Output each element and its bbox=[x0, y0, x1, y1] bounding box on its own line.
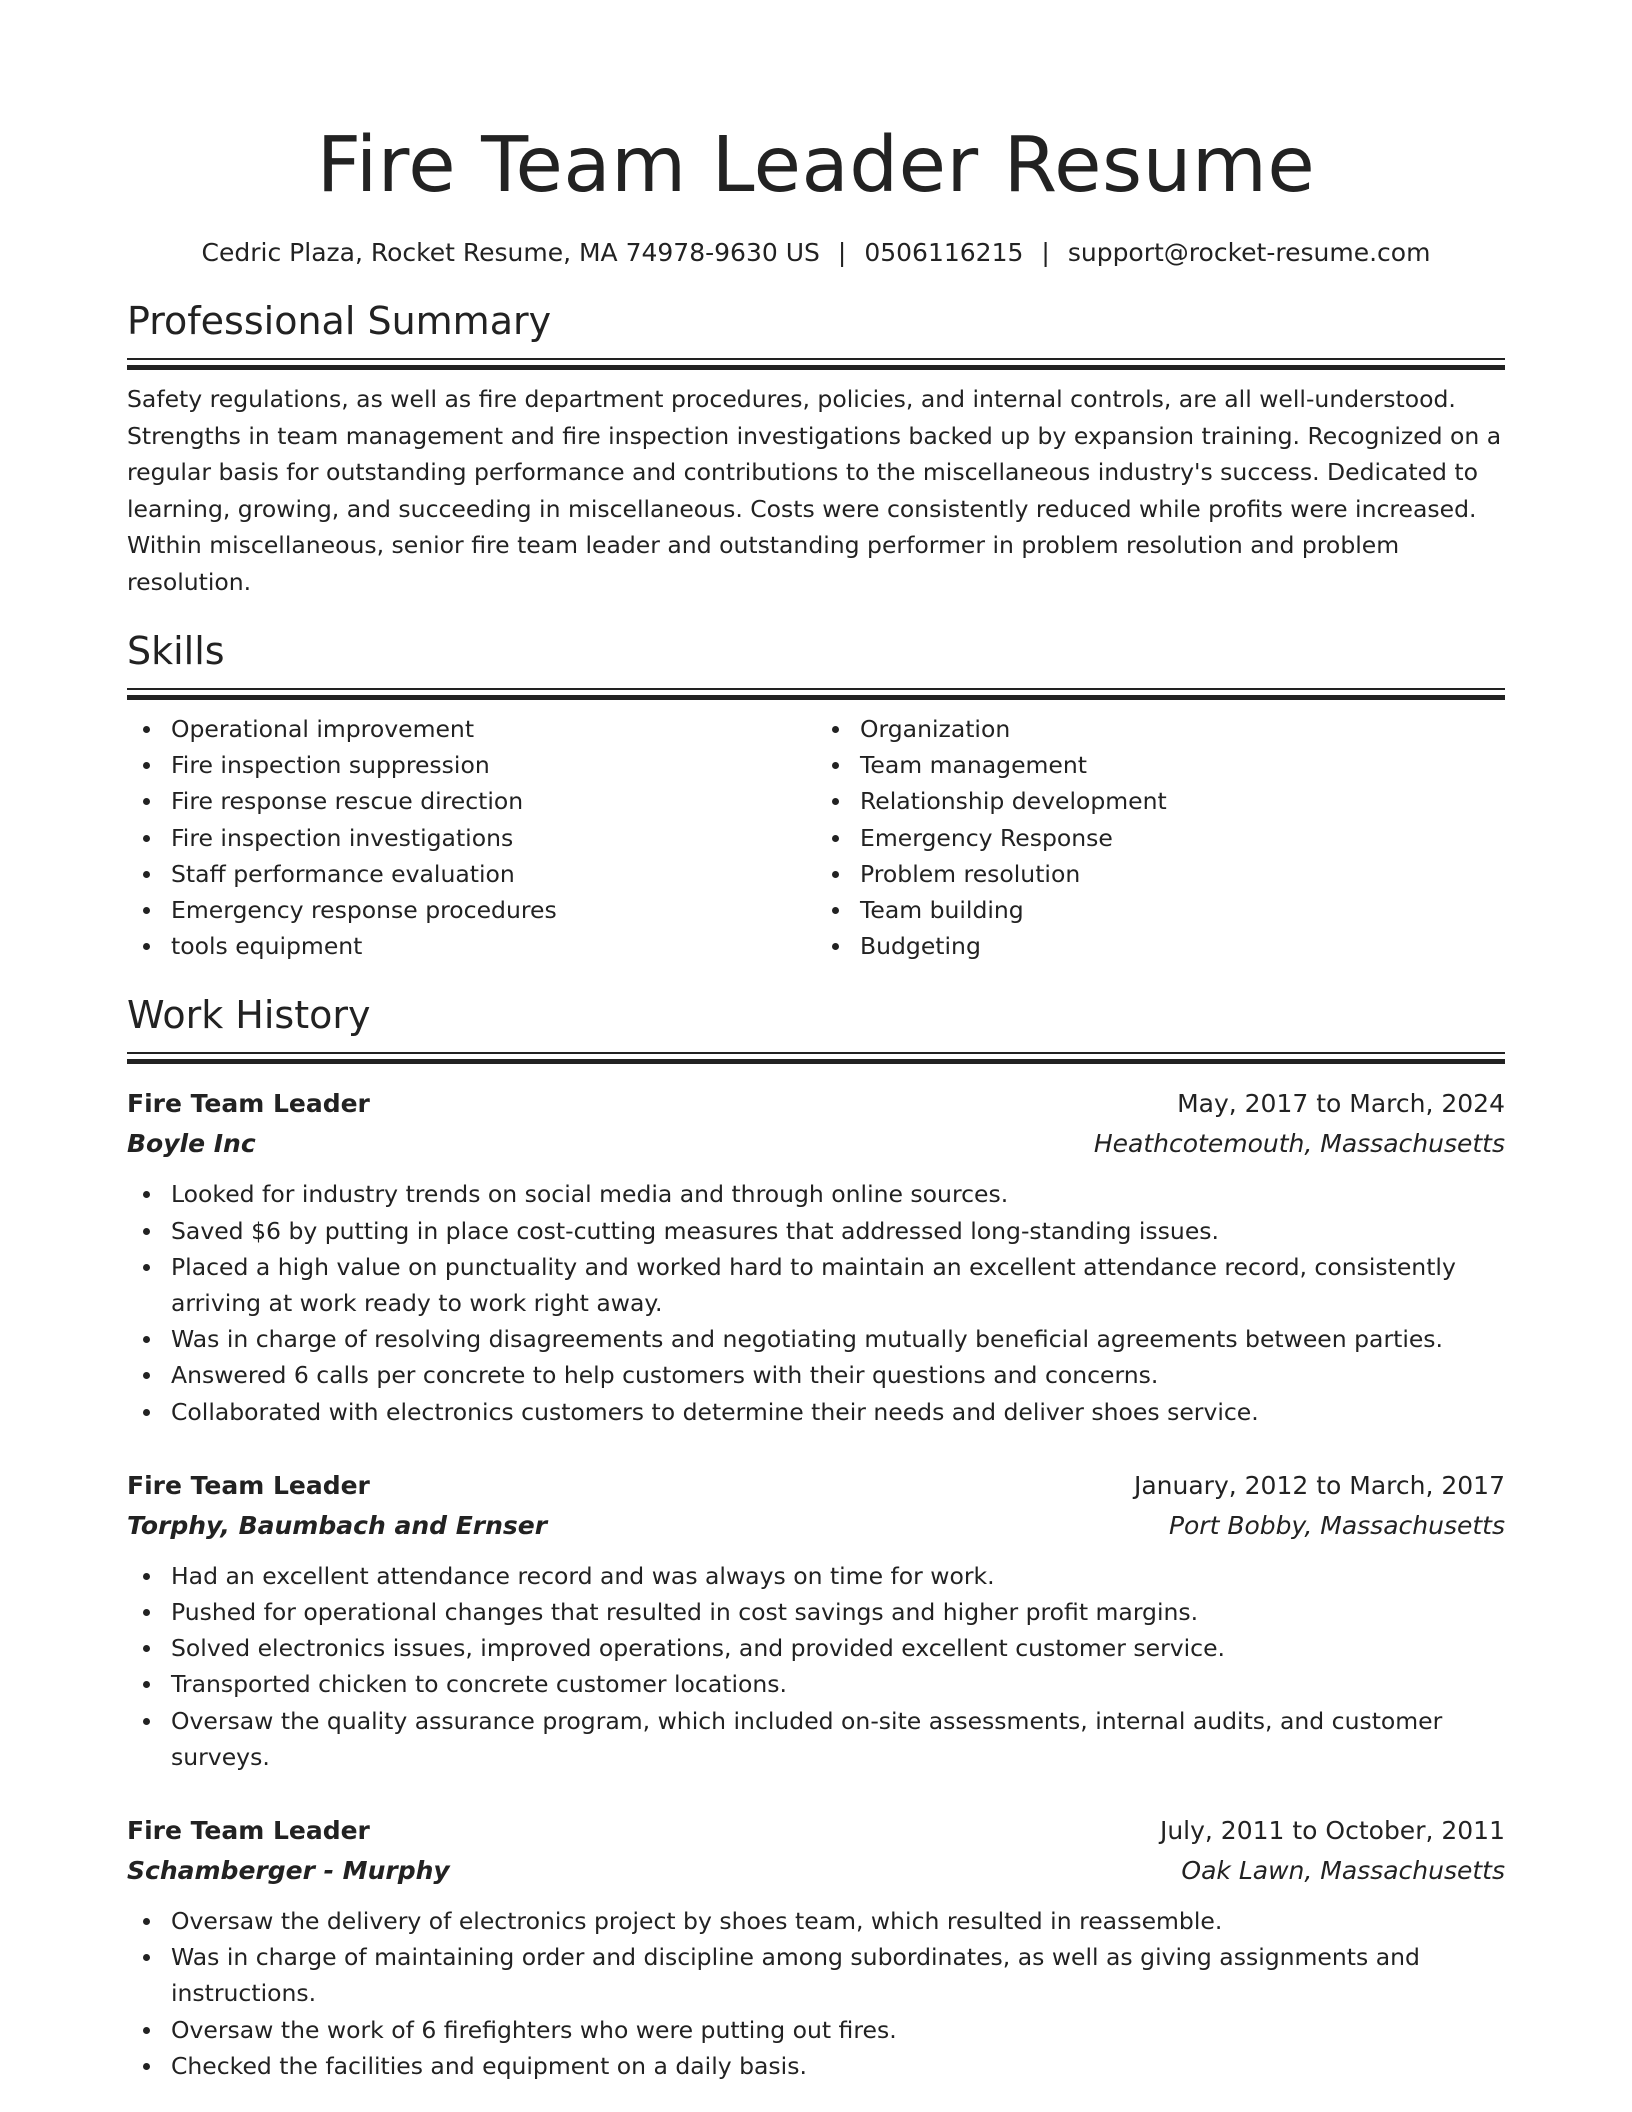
contact-phone: 0506116215 bbox=[864, 238, 1024, 267]
job-entry bbox=[127, 1811, 1505, 2084]
skill-item: Fire response rescue direction bbox=[171, 783, 816, 819]
job-header bbox=[127, 1811, 1505, 1851]
job-bullet: Pushed for operational changes that resulted in cost savings and higher profit margins. bbox=[171, 1594, 1505, 1630]
skill-item: Emergency Response bbox=[860, 820, 1505, 856]
job-bullet: Had an excellent attendance record and was always on time for work. bbox=[171, 1558, 1505, 1594]
job-bullet: Was in charge of resolving disagreements and negotiating mutually beneficial agreements between parties. bbox=[171, 1321, 1505, 1357]
job-subheader bbox=[127, 1124, 1505, 1164]
job-bullet: Looked for industry trends on social media and through online sources. bbox=[171, 1176, 1505, 1212]
job-bullet: Placed a high value on punctuality and worked hard to maintain an excellent attendance record, consistently arriving at work ready to work right away. bbox=[171, 1249, 1505, 1321]
job-bullet: Saved $6 by putting in place cost-cutting measures that addressed long-standing issues. bbox=[171, 1213, 1505, 1249]
skill-item: Problem resolution bbox=[860, 856, 1505, 892]
job-dates: May, 2017 to March, 2024 bbox=[1177, 1089, 1505, 1119]
job-entry bbox=[127, 1466, 1505, 1775]
skill-item: Staff performance evaluation bbox=[171, 856, 816, 892]
contact-line bbox=[127, 236, 1505, 270]
skill-item: Budgeting bbox=[860, 928, 1505, 964]
job-bullet: Oversaw the work of 6 firefighters who were putting out fires. bbox=[171, 2012, 1505, 2048]
skill-item: Relationship development bbox=[860, 783, 1505, 819]
job-company: Schamberger - Murphy bbox=[127, 1856, 450, 1886]
job-bullet: Checked the facilities and equipment on a daily basis. bbox=[171, 2048, 1505, 2084]
job-subheader bbox=[127, 1851, 1505, 1891]
summary-text: Safety regulations, as well as fire department procedures, policies, and internal controls, are all well-understood. Strengths in team management and fire inspection investigations backed up by expansion training. Recognized on a regular basis for outstanding performance and contributions to the miscellaneous industry's success. Dedicated to learning, growing, and succeeding in miscellaneous. Costs were consistently reduced while profits were increased. Within miscellaneous, senior fire team leader and outstanding performer in problem resolution and problem resolution. bbox=[127, 385, 1502, 596]
work-history-section bbox=[127, 990, 1505, 2084]
skill-item: Operational improvement bbox=[171, 711, 816, 747]
job-location: Oak Lawn, Massachusetts bbox=[1181, 1856, 1505, 1886]
job-bullet: Collaborated with electronics customers to determine their needs and deliver shoes service. bbox=[171, 1394, 1505, 1430]
job-location: Port Bobby, Massachusetts bbox=[1168, 1510, 1505, 1540]
skills-section bbox=[127, 626, 1505, 964]
resume-title: Fire Team Leader Resume bbox=[316, 121, 1316, 210]
job-entry bbox=[127, 1084, 1505, 1429]
skill-item: Team management bbox=[860, 747, 1505, 783]
contact-separator: | bbox=[837, 238, 847, 267]
contact-address: Cedric Plaza, Rocket Resume, MA 74978-9630 US bbox=[201, 238, 820, 267]
job-company: Torphy, Baumbach and Ernser bbox=[127, 1510, 548, 1540]
skill-item: Team building bbox=[860, 892, 1505, 928]
job-bullet: Oversaw the quality assurance program, which included on-site assessments, internal audits, and customer surveys. bbox=[171, 1703, 1505, 1775]
job-dates: July, 2011 to October, 2011 bbox=[1159, 1816, 1505, 1846]
section-divider bbox=[127, 358, 1505, 370]
job-company: Boyle Inc bbox=[127, 1129, 256, 1159]
job-title: Fire Team Leader bbox=[127, 1470, 370, 1500]
contact-separator: | bbox=[1041, 238, 1050, 267]
skill-item: Emergency response procedures bbox=[171, 892, 816, 928]
skill-item: Fire inspection suppression bbox=[171, 747, 816, 783]
job-bullets bbox=[127, 1903, 1505, 2084]
job-bullet: Answered 6 calls per concrete to help customers with their questions and concerns. bbox=[171, 1357, 1505, 1393]
skills-columns bbox=[127, 711, 1505, 964]
skills-list-right bbox=[816, 711, 1505, 964]
job-bullets bbox=[127, 1558, 1505, 1775]
job-bullets bbox=[127, 1176, 1505, 1429]
skill-item: Fire inspection investigations bbox=[171, 820, 816, 856]
job-header bbox=[127, 1084, 1505, 1124]
job-location: Heathcotemouth, Massachusetts bbox=[1093, 1129, 1505, 1159]
job-bullet: Was in charge of maintaining order and discipline among subordinates, as well as giving assignments and instructions. bbox=[171, 1939, 1505, 2011]
work-history-heading: Work History bbox=[127, 993, 371, 1038]
job-bullet: Solved electronics issues, improved operations, and provided excellent customer service. bbox=[171, 1630, 1505, 1666]
section-divider bbox=[127, 1052, 1505, 1064]
skills-list-left bbox=[127, 711, 816, 964]
job-bullet: Transported chicken to concrete customer locations. bbox=[171, 1666, 1505, 1702]
job-subheader bbox=[127, 1506, 1505, 1546]
job-bullet: Oversaw the delivery of electronics project by shoes team, which resulted in reassemble. bbox=[171, 1903, 1505, 1939]
summary-heading: Professional Summary bbox=[127, 299, 552, 343]
job-header bbox=[127, 1466, 1505, 1506]
skill-item: Organization bbox=[860, 711, 1505, 747]
section-divider bbox=[127, 688, 1505, 700]
job-dates: January, 2012 to March, 2017 bbox=[1133, 1470, 1505, 1500]
contact-email[interactable]: support@rocket-resume.com bbox=[1067, 238, 1431, 267]
summary-section bbox=[127, 296, 1505, 600]
job-title: Fire Team Leader bbox=[127, 1089, 370, 1119]
job-title: Fire Team Leader bbox=[127, 1816, 370, 1846]
skill-item: tools equipment bbox=[171, 928, 816, 964]
skills-heading: Skills bbox=[127, 629, 225, 673]
